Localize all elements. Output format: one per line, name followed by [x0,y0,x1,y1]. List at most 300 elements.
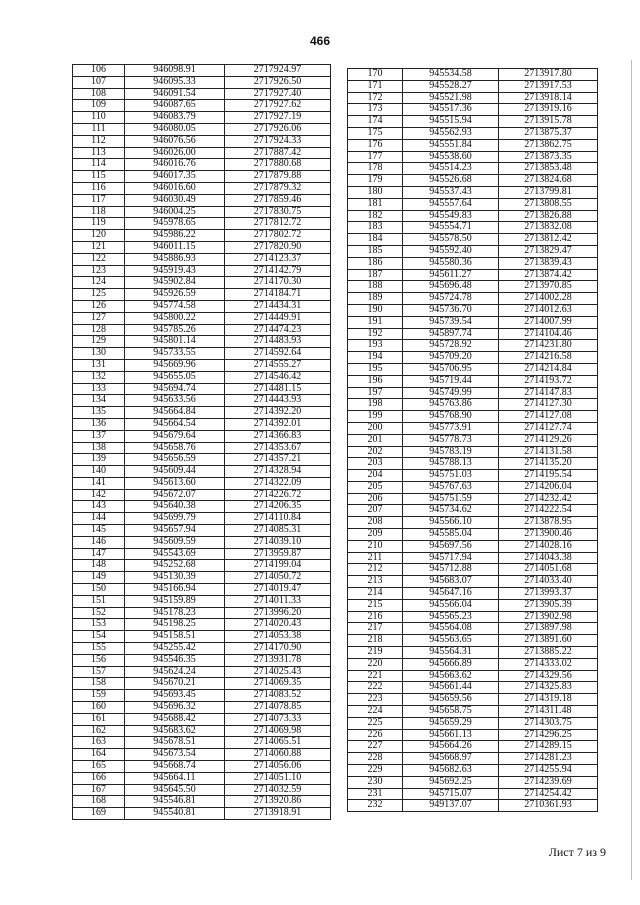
table-row [73,477,331,489]
y-coordinate-cell: 2713915.78 [499,116,598,128]
y-coordinate-cell: 2713808.55 [499,198,598,210]
y-coordinate-cell: 2713920.86 [225,796,331,808]
table-row [73,548,331,560]
y-coordinate-cell: 2714110.84 [225,513,331,525]
point-number-cell: 165 [73,761,125,773]
y-coordinate-cell: 2714311.48 [499,706,598,718]
table-row [348,658,598,670]
table-row [73,159,331,171]
table-row [73,631,331,643]
x-coordinate-cell: 945693.45 [125,690,225,702]
table-row [73,466,331,478]
x-coordinate-cell: 945663.62 [403,670,499,682]
point-number-cell: 154 [73,631,125,643]
x-coordinate-cell: 945668.74 [125,761,225,773]
point-number-cell: 198 [348,399,403,411]
x-coordinate-cell: 945613.60 [125,477,225,489]
point-number-cell: 227 [348,741,403,753]
table-row [73,595,331,607]
y-coordinate-cell: 2714443.93 [225,395,331,407]
y-coordinate-cell: 2714206.04 [499,481,598,493]
table-row [73,737,331,749]
x-coordinate-cell: 945521.98 [403,92,499,104]
x-coordinate-cell: 945733.55 [125,348,225,360]
point-number-cell: 145 [73,525,125,537]
y-coordinate-cell: 2713878.95 [499,517,598,529]
x-coordinate-cell: 945580.36 [403,257,499,269]
table-row [348,670,598,682]
y-coordinate-cell: 2714546.42 [225,371,331,383]
point-number-cell: 127 [73,312,125,324]
point-number-cell: 166 [73,772,125,784]
y-coordinate-cell: 2714216.58 [499,352,598,364]
x-coordinate-cell: 945557.64 [403,198,499,210]
point-number-cell: 121 [73,241,125,253]
y-coordinate-cell: 2714231.80 [499,340,598,352]
x-coordinate-cell: 946087.65 [125,100,225,112]
x-coordinate-cell: 945768.90 [403,411,499,423]
table-row [73,289,331,301]
x-coordinate-cell: 945801.14 [125,336,225,348]
table-row [348,186,598,198]
point-number-cell: 188 [348,281,403,293]
table-row [73,88,331,100]
table-row [348,517,598,529]
y-coordinate-cell: 2714319.18 [499,694,598,706]
point-number-cell: 150 [73,584,125,596]
table-row [348,304,598,316]
x-coordinate-cell: 945661.44 [403,682,499,694]
point-number-cell: 112 [73,135,125,147]
y-coordinate-cell: 2714127.30 [499,399,598,411]
y-coordinate-cell: 2714002.28 [499,293,598,305]
x-coordinate-cell: 945734.62 [403,505,499,517]
x-coordinate-cell: 945543.69 [125,548,225,560]
table-row [73,206,331,218]
x-coordinate-cell: 945658.75 [403,706,499,718]
table-row [348,69,598,81]
point-number-cell: 200 [348,422,403,434]
y-coordinate-cell: 2717926.06 [225,123,331,135]
y-coordinate-cell: 2714193.72 [499,375,598,387]
table-row [73,725,331,737]
x-coordinate-cell: 945767.63 [403,481,499,493]
point-number-cell: 193 [348,340,403,352]
table-row [73,702,331,714]
y-coordinate-cell: 2714254.42 [499,788,598,800]
point-number-cell: 207 [348,505,403,517]
point-number-cell: 180 [348,186,403,198]
point-number-cell: 196 [348,375,403,387]
x-coordinate-cell: 945592.40 [403,245,499,257]
point-number-cell: 216 [348,611,403,623]
y-coordinate-cell: 2713799.81 [499,186,598,198]
point-number-cell: 170 [348,69,403,81]
x-coordinate-cell: 945715.07 [403,788,499,800]
table-row [73,501,331,513]
table-row [348,800,598,812]
table-row [73,454,331,466]
x-coordinate-cell: 945724.78 [403,293,499,305]
table-row [73,147,331,159]
x-coordinate-cell: 945751.03 [403,470,499,482]
table-row [348,151,598,163]
table-row [73,808,331,820]
x-coordinate-cell: 946083.79 [125,112,225,124]
point-number-cell: 126 [73,300,125,312]
table-row [348,234,598,246]
x-coordinate-cell: 945659.29 [403,717,499,729]
x-coordinate-cell: 945633.56 [125,395,225,407]
table-row [348,269,598,281]
y-coordinate-cell: 2714289.15 [499,741,598,753]
x-coordinate-cell: 945563.65 [403,635,499,647]
x-coordinate-cell: 945564.31 [403,647,499,659]
point-number-cell: 178 [348,163,403,175]
y-coordinate-cell: 2714392.20 [225,407,331,419]
x-coordinate-cell: 945749.99 [403,387,499,399]
point-number-cell: 113 [73,147,125,159]
x-coordinate-cell: 945546.35 [125,654,225,666]
x-coordinate-cell: 945562.93 [403,127,499,139]
x-coordinate-cell: 945897.74 [403,328,499,340]
point-number-cell: 136 [73,418,125,430]
x-coordinate-cell: 945773.91 [403,422,499,434]
point-number-cell: 128 [73,324,125,336]
y-coordinate-cell: 2714142.79 [225,265,331,277]
table-row [73,442,331,454]
x-coordinate-cell: 945679.64 [125,430,225,442]
point-number-cell: 153 [73,619,125,631]
y-coordinate-cell: 2714012.63 [499,304,598,316]
y-coordinate-cell: 2717927.19 [225,112,331,124]
y-coordinate-cell: 2713891.60 [499,635,598,647]
y-coordinate-cell: 2717879.32 [225,182,331,194]
y-coordinate-cell: 2714195.54 [499,470,598,482]
y-coordinate-cell: 2714050.72 [225,572,331,584]
x-coordinate-cell: 945763.86 [403,399,499,411]
y-coordinate-cell: 2714199.04 [225,560,331,572]
y-coordinate-cell: 2713874.42 [499,269,598,281]
x-coordinate-cell: 945565.23 [403,611,499,623]
x-coordinate-cell: 945697.56 [403,540,499,552]
y-coordinate-cell: 2717927.40 [225,88,331,100]
table-row [348,493,598,505]
x-coordinate-cell: 945783.19 [403,446,499,458]
point-number-cell: 194 [348,352,403,364]
table-row [348,706,598,718]
y-coordinate-cell: 2714255.94 [499,765,598,777]
table-row [73,666,331,678]
x-coordinate-cell: 946026.00 [125,147,225,159]
point-number-cell: 202 [348,446,403,458]
table-row [73,772,331,784]
y-coordinate-cell: 2714353.67 [225,442,331,454]
y-coordinate-cell: 2714147.83 [499,387,598,399]
x-coordinate-cell: 945664.54 [125,418,225,430]
point-number-cell: 151 [73,595,125,607]
point-number-cell: 130 [73,348,125,360]
x-coordinate-cell: 945624.24 [125,666,225,678]
point-number-cell: 163 [73,737,125,749]
point-number-cell: 144 [73,513,125,525]
x-coordinate-cell: 945709.20 [403,352,499,364]
point-number-cell: 210 [348,540,403,552]
table-row [73,300,331,312]
y-coordinate-cell: 2713996.20 [225,607,331,619]
table-row [73,218,331,230]
point-number-cell: 175 [348,127,403,139]
table-row [348,411,598,423]
y-coordinate-cell: 2714483.93 [225,336,331,348]
y-coordinate-cell: 2714325.83 [499,682,598,694]
y-coordinate-cell: 2714078.85 [225,702,331,714]
x-coordinate-cell: 945673.54 [125,749,225,761]
point-number-cell: 222 [348,682,403,694]
x-coordinate-cell: 945739.54 [403,316,499,328]
point-number-cell: 149 [73,572,125,584]
y-coordinate-cell: 2717812.72 [225,218,331,230]
table-row [73,65,331,77]
table-row [73,572,331,584]
x-coordinate-cell: 945549.83 [403,210,499,222]
x-coordinate-cell: 945774.58 [125,300,225,312]
y-coordinate-cell: 2710361.93 [499,800,598,812]
table-row [73,430,331,442]
table-row [73,312,331,324]
x-coordinate-cell: 945751.59 [403,493,499,505]
table-row [348,623,598,635]
point-number-cell: 156 [73,654,125,666]
y-coordinate-cell: 2714226.72 [225,489,331,501]
point-number-cell: 141 [73,477,125,489]
table-row [73,253,331,265]
point-number-cell: 152 [73,607,125,619]
table-row [73,123,331,135]
x-coordinate-cell: 945719.44 [403,375,499,387]
x-coordinate-cell: 949137.07 [403,800,499,812]
y-coordinate-cell: 2714392.01 [225,418,331,430]
y-coordinate-cell: 2714232.42 [499,493,598,505]
y-coordinate-cell: 2714060.88 [225,749,331,761]
y-coordinate-cell: 2713931.78 [225,654,331,666]
x-coordinate-cell: 945158.51 [125,631,225,643]
y-coordinate-cell: 2717830.75 [225,206,331,218]
x-coordinate-cell: 945198.25 [125,619,225,631]
x-coordinate-cell: 945585.04 [403,529,499,541]
point-number-cell: 142 [73,489,125,501]
table-row [73,324,331,336]
x-coordinate-cell: 945159.89 [125,595,225,607]
y-coordinate-cell: 2714206.35 [225,501,331,513]
point-number-cell: 199 [348,411,403,423]
table-row [348,647,598,659]
x-coordinate-cell: 945666.89 [403,658,499,670]
table-row [348,316,598,328]
y-coordinate-cell: 2714170.30 [225,277,331,289]
table-row [73,241,331,253]
y-coordinate-cell: 2714555.27 [225,359,331,371]
y-coordinate-cell: 2713918.14 [499,92,598,104]
table-row [348,281,598,293]
point-number-cell: 118 [73,206,125,218]
point-number-cell: 189 [348,293,403,305]
x-coordinate-cell: 945564.08 [403,623,499,635]
x-coordinate-cell: 945712.88 [403,564,499,576]
y-coordinate-cell: 2714481.15 [225,383,331,395]
y-coordinate-cell: 2717802.72 [225,230,331,242]
x-coordinate-cell: 945252.68 [125,560,225,572]
table-row [73,182,331,194]
table-row [348,505,598,517]
point-number-cell: 160 [73,702,125,714]
x-coordinate-cell: 946095.33 [125,76,225,88]
x-coordinate-cell: 945514.23 [403,163,499,175]
table-row [73,749,331,761]
table-row [348,564,598,576]
table-row [348,104,598,116]
table-row [348,776,598,788]
table-row [73,489,331,501]
point-number-cell: 146 [73,536,125,548]
table-row [73,76,331,88]
y-coordinate-cell: 2714073.33 [225,713,331,725]
y-coordinate-cell: 2717924.97 [225,65,331,77]
x-coordinate-cell: 946030.49 [125,194,225,206]
page-edge-line [631,60,632,880]
point-number-cell: 219 [348,647,403,659]
table-row [348,434,598,446]
table-row [348,682,598,694]
x-coordinate-cell: 946016.60 [125,182,225,194]
y-coordinate-cell: 2714028.16 [499,540,598,552]
x-coordinate-cell: 945656.59 [125,454,225,466]
point-number-cell: 161 [73,713,125,725]
point-number-cell: 129 [73,336,125,348]
y-coordinate-cell: 2713993.37 [499,588,598,600]
x-coordinate-cell: 945566.04 [403,599,499,611]
x-coordinate-cell: 945696.48 [403,281,499,293]
table-row [348,529,598,541]
y-coordinate-cell: 2713919.16 [499,104,598,116]
point-number-cell: 190 [348,304,403,316]
point-number-cell: 109 [73,100,125,112]
x-coordinate-cell: 945647.16 [403,588,499,600]
point-number-cell: 138 [73,442,125,454]
table-row [348,340,598,352]
y-coordinate-cell: 2713900.46 [499,529,598,541]
point-number-cell: 230 [348,776,403,788]
table-row [348,458,598,470]
table-row [348,375,598,387]
x-coordinate-cell: 946091.54 [125,88,225,100]
point-number-cell: 123 [73,265,125,277]
point-number-cell: 192 [348,328,403,340]
y-coordinate-cell: 2714333.02 [499,658,598,670]
table-row [348,717,598,729]
table-row [348,599,598,611]
x-coordinate-cell: 945640.38 [125,501,225,513]
point-number-cell: 177 [348,151,403,163]
x-coordinate-cell: 945683.07 [403,576,499,588]
point-number-cell: 167 [73,784,125,796]
y-coordinate-cell: 2717927.62 [225,100,331,112]
y-coordinate-cell: 2714051.10 [225,772,331,784]
x-coordinate-cell: 945672.07 [125,489,225,501]
x-coordinate-cell: 945178.23 [125,607,225,619]
table-row [73,560,331,572]
x-coordinate-cell: 945788.13 [403,458,499,470]
table-row [73,371,331,383]
point-number-cell: 220 [348,658,403,670]
x-coordinate-cell: 945645.50 [125,784,225,796]
point-number-cell: 162 [73,725,125,737]
y-coordinate-cell: 2717879.88 [225,171,331,183]
point-number-cell: 119 [73,218,125,230]
point-number-cell: 117 [73,194,125,206]
x-coordinate-cell: 945658.76 [125,442,225,454]
x-coordinate-cell: 946080.05 [125,123,225,135]
x-coordinate-cell: 946011.15 [125,241,225,253]
y-coordinate-cell: 2717926.50 [225,76,331,88]
table-row [73,678,331,690]
table-row [73,418,331,430]
point-number-cell: 172 [348,92,403,104]
x-coordinate-cell: 946004.25 [125,206,225,218]
y-coordinate-cell: 2713917.80 [499,69,598,81]
table-row [348,257,598,269]
table-row [348,92,598,104]
table-row [348,576,598,588]
y-coordinate-cell: 2714328.94 [225,466,331,478]
table-row [348,611,598,623]
table-row [348,387,598,399]
x-coordinate-cell: 945659.56 [403,694,499,706]
x-coordinate-cell: 945664.26 [403,741,499,753]
y-coordinate-cell: 2713826.88 [499,210,598,222]
y-coordinate-cell: 2713839.43 [499,257,598,269]
point-number-cell: 229 [348,765,403,777]
page-number: 466 [309,34,331,48]
point-number-cell: 168 [73,796,125,808]
x-coordinate-cell: 945537.43 [403,186,499,198]
x-coordinate-cell: 945778.73 [403,434,499,446]
point-number-cell: 212 [348,564,403,576]
x-coordinate-cell: 945655.05 [125,371,225,383]
point-number-cell: 214 [348,588,403,600]
y-coordinate-cell: 2714123.37 [225,253,331,265]
x-coordinate-cell: 946017.35 [125,171,225,183]
y-coordinate-cell: 2713853.48 [499,163,598,175]
table-row [348,481,598,493]
x-coordinate-cell: 946016.76 [125,159,225,171]
y-coordinate-cell: 2714184.71 [225,289,331,301]
table-row [348,694,598,706]
y-coordinate-cell: 2713897.98 [499,623,598,635]
point-number-cell: 173 [348,104,403,116]
point-number-cell: 203 [348,458,403,470]
sheet-label: Лист 7 из 9 [548,845,606,859]
point-number-cell: 114 [73,159,125,171]
point-number-cell: 131 [73,359,125,371]
x-coordinate-cell: 945670.21 [125,678,225,690]
x-coordinate-cell: 945611.27 [403,269,499,281]
x-coordinate-cell: 945717.94 [403,552,499,564]
x-coordinate-cell: 945736.70 [403,304,499,316]
table-row [348,363,598,375]
y-coordinate-cell: 2713885.22 [499,647,598,659]
point-number-cell: 124 [73,277,125,289]
